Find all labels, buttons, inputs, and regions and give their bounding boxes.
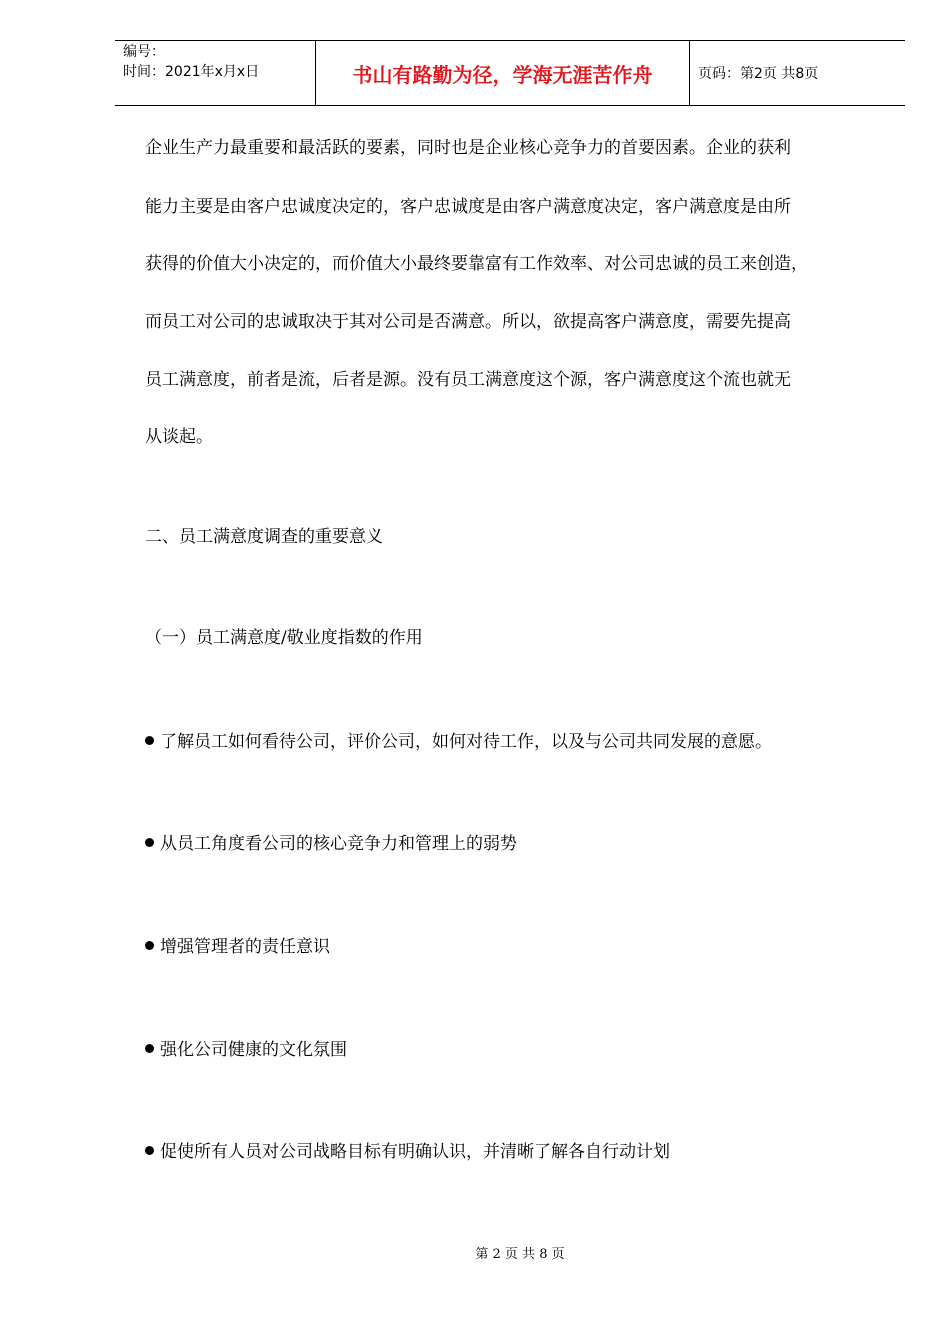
header-page-label: 页码：第2页 共8页 — [698, 66, 819, 82]
bullet-item — [145, 1140, 670, 1164]
bullet-icon — [145, 736, 154, 745]
bullet-text: 了解员工如何看待公司，评价公司，如何对待工作，以及与公司共同发展的意愿。 — [160, 732, 772, 752]
bullet-text: 促使所有人员对公司战略目标有明确认识，并清晰了解各自行动计划 — [160, 1142, 670, 1162]
section-heading: 二、员工满意度调查的重要意义 — [145, 527, 383, 547]
header-page-cell — [690, 41, 905, 105]
header-meta-cell — [115, 41, 316, 105]
page-header — [115, 40, 905, 106]
bullet-icon — [145, 838, 154, 847]
bullet-item — [145, 1038, 347, 1062]
paragraph-line: 员工满意度，前者是流，后者是源。没有员工满意度这个源，客户满意度这个流也就无 — [145, 370, 791, 390]
document-number-label: 编号： — [123, 44, 165, 60]
header-motto-cell — [316, 41, 690, 105]
paragraph-line: 而员工对公司的忠诚取决于其对公司是否满意。所以，欲提高客户满意度，需要先提高 — [145, 312, 791, 332]
bullet-text: 增强管理者的责任意识 — [160, 937, 330, 957]
paragraph-line: 从谈起。 — [145, 427, 213, 447]
bullet-icon — [145, 1044, 154, 1053]
bullet-icon — [145, 941, 154, 950]
document-time-label: 时间：2021年x月x日 — [123, 64, 260, 80]
page-footer — [0, 1246, 950, 1264]
bullet-icon — [145, 1146, 154, 1155]
subsection-heading: （一）员工满意度/敬业度指数的作用 — [145, 628, 423, 648]
footer-page-number: 第 2 页 共 8 页 — [475, 1247, 565, 1262]
header-motto: 书山有路勤为径，学海无涯苦作舟 — [352, 62, 653, 87]
paragraph-line: 获得的价值大小决定的，而价值大小最终要靠富有工作效率、对公司忠诚的员工来创造， — [145, 254, 808, 274]
paragraph-line: 企业生产力最重要和最活跃的要素，同时也是企业核心竞争力的首要因素。企业的获利 — [145, 138, 791, 158]
bullet-item — [145, 730, 772, 754]
paragraph-line: 能力主要是由客户忠诚度决定的，客户忠诚度是由客户满意度决定，客户满意度是由所 — [145, 197, 791, 217]
bullet-text: 强化公司健康的文化氛围 — [160, 1040, 347, 1060]
bullet-item — [145, 935, 330, 959]
bullet-item — [145, 832, 517, 856]
bullet-text: 从员工角度看公司的核心竞争力和管理上的弱势 — [160, 834, 517, 854]
